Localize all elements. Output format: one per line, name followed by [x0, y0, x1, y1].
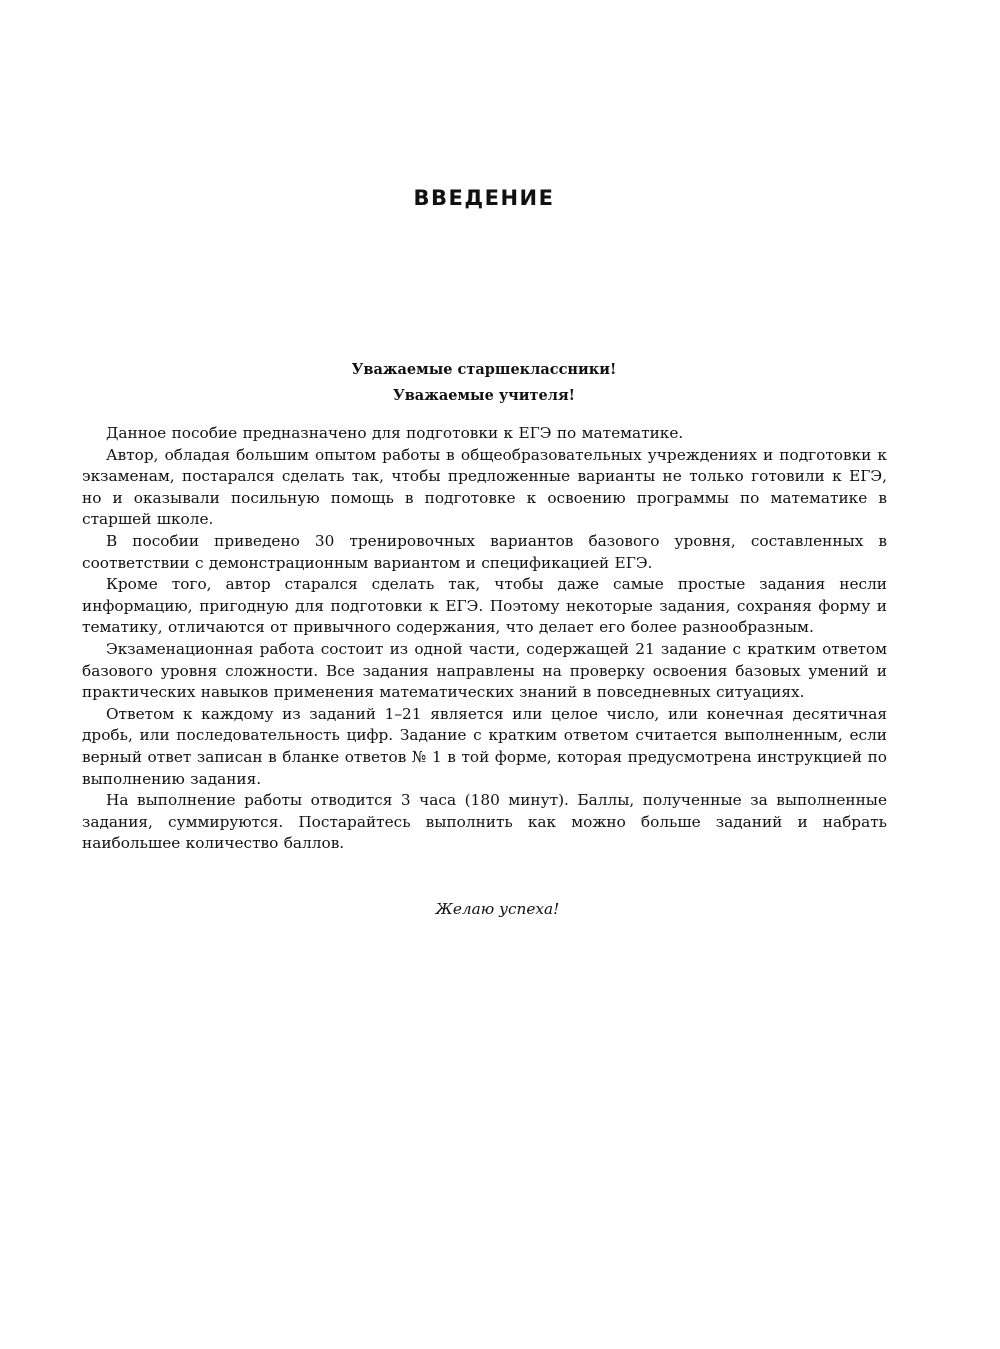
paragraph: В пособии приведено 30 тренировочных вариантов базового уровня, составленных в соответствии с демонстрационным вариантом и спецификацией ЕГЭ.: [82, 531, 887, 572]
paragraph: Автор, обладая большим опытом работы в общеобразовательных учреждениях и подготовки к экзаменам, постарался сделать так, чтобы предложенные варианты не только готовили к ЕГЭ, но и оказывали посильную помощь в подготовке к освоению программы по математике в старшей школе.: [82, 445, 887, 529]
paragraph: Ответом к каждому из заданий 1–21 является или целое число, или конечная десятичная дробь, или последовательность цифр. Задание с кратким ответом считается выполненным, если верный ответ записан в бланке ответов № 1 в той форме, которая предусмотрена инструкцией по выполнению задания.: [82, 704, 887, 788]
paragraph: Данное пособие предназначено для подготовки к ЕГЭ по математике.: [106, 424, 684, 442]
greeting-teachers: Уважаемые учителя!: [392, 387, 576, 404]
greeting-students: Уважаемые старшеклассники!: [351, 361, 617, 378]
introduction-body: [82, 423, 887, 855]
paragraph: Экзаменационная работа состоит из одной части, содержащей 21 задание с кратким ответом базового уровня сложности. Все задания направлены на проверку освоения базовых умений и практических навыков применения математических знаний в повседневных ситуациях.: [82, 639, 887, 702]
paragraph: На выполнение работы отводится 3 часа (180 минут). Баллы, полученные за выполненные задания, суммируются. Постарайтесь выполнить как можно больше заданий и набрать наибольшее количество баллов.: [82, 791, 887, 853]
signoff: Желаю успеха!: [435, 900, 560, 918]
chapter-title: ВВЕДЕНИЕ: [413, 186, 555, 210]
paragraph: Кроме того, автор старался сделать так, чтобы даже самые простые задания несли информацию, пригодную для подготовки к ЕГЭ. Поэтому некоторые задания, сохраняя форму и тематику, отличаются от привычного содержания, что делает его более разнообразным.: [82, 575, 887, 637]
